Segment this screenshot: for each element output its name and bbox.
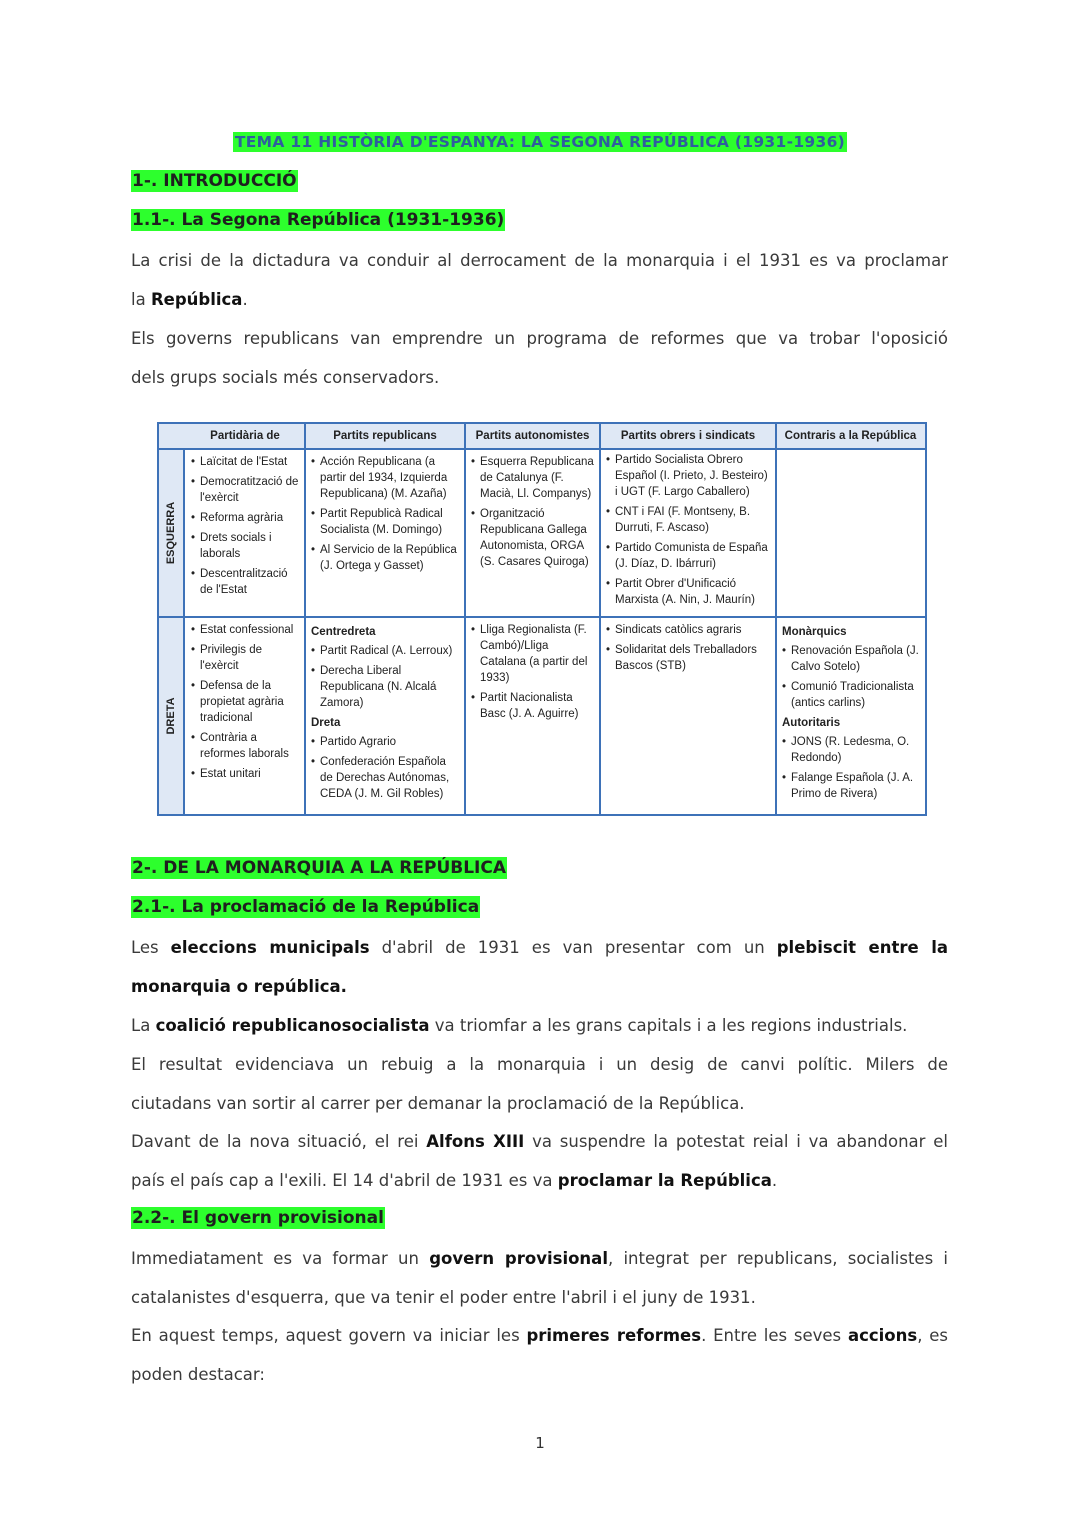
group-heading: Autoritaris: [782, 717, 841, 729]
list-item: • Lliga Regionalista (F. Cambó)/Lliga Catalana (a partir del 1933): [471, 622, 597, 686]
list-item: • Esquerra Republicana de Catalunya (F. Macià, Ll. Companys): [471, 454, 597, 502]
list-item: • Comunió Tradicionalista (antics carlins): [782, 679, 921, 711]
paragraph-line: Davant de la nova situació, el rei Alfons XIII va suspendre la potestat reial i va abandonar el: [131, 1132, 948, 1151]
subsection-heading-segona-republica: 1.1-. La Segona República (1931-1936): [132, 210, 505, 230]
paragraph-line: La crisi de la dictadura va conduir al derrocament de la monarquia i el 1931 es va proclamar: [131, 251, 948, 270]
paragraph-line: ciutadans van sortir al carrer per demanar la proclamació de la República.: [131, 1094, 745, 1113]
list-item: • Sindicats catòlics agraris: [606, 622, 772, 638]
list-item: • Confederación Española de Derechas Autónomas, CEDA (J. M. Gil Robles): [311, 754, 461, 802]
paragraph-line: La coalició republicanosocialista va triomfar a les grans capitals i a les regions industrials.: [131, 1016, 908, 1035]
group-heading: Dreta: [311, 717, 341, 729]
table-header: Partits obrers i sindicats: [600, 424, 776, 450]
list-item: • Descentralització de l'Estat: [191, 566, 301, 598]
paragraph-line: Els governs republicans van emprendre un programa de reformes que va trobar l'oposició: [131, 329, 948, 348]
row-label-dreta: DRETA: [159, 618, 185, 814]
table-header: Partidària de: [185, 424, 305, 450]
list-item: • Al Servicio de la República (J. Ortega y Gasset): [311, 542, 461, 574]
list-item: • Partit Obrer d'Unificació Marxista (A. Nin, J. Maurín): [606, 576, 772, 608]
list-item: • Partido Comunista de España (J. Díaz, D. Ibárruri): [606, 540, 772, 572]
list-item: • Partit Nacionalista Basc (J. A. Aguirre): [471, 690, 597, 722]
paragraph-line: poden destacar:: [131, 1365, 265, 1384]
cell-esquerra-partidaria: [187, 454, 305, 602]
list-item: • Organització Republicana Gallega Autonomista, ORGA (S. Casares Quiroga): [471, 506, 597, 570]
title-container: [0, 132, 1080, 151]
list-item: • JONS (R. Ledesma, O. Redondo): [782, 734, 921, 766]
paragraph-line: la República.: [131, 290, 248, 309]
list-item: • Acción Republicana (a partir del 1934, Izquierda Republicana) (M. Azaña): [311, 454, 461, 502]
list-item: • Falange Española (J. A. Primo de Rivera): [782, 770, 921, 802]
group-heading: Monàrquics: [782, 626, 847, 638]
row-label-esquerra: ESQUERRA: [159, 450, 185, 616]
table-corner: [159, 424, 185, 450]
page-number: 1: [535, 1434, 545, 1452]
list-item: • Derecha Liberal Republicana (N. Alcalá Zamora): [311, 663, 461, 711]
list-item: • Democratització de l'exèrcit: [191, 474, 301, 506]
paragraph-line: catalanistes d'esquerra, que va tenir el poder entre l'abril i el juny de 1931.: [131, 1288, 756, 1307]
table-divider: [159, 616, 925, 618]
cell-esquerra-obrers: [602, 452, 776, 612]
cell-dreta-contraris: [778, 622, 925, 806]
group-heading: Centredreta: [311, 626, 376, 638]
list-item: • Privilegis de l'exèrcit: [191, 642, 301, 674]
paragraph-line: monarquia o república.: [131, 977, 347, 996]
parties-table: [157, 422, 927, 816]
cell-dreta-autonomistes: [467, 622, 601, 726]
list-item: • Renovación Española (J. Calvo Sotelo): [782, 643, 921, 675]
list-item: • Partit Republicà Radical Socialista (M. Domingo): [311, 506, 461, 538]
cell-dreta-republicans: [307, 622, 465, 806]
cell-dreta-obrers: [602, 622, 776, 678]
list-item: • Partit Radical (A. Lerroux): [311, 643, 461, 659]
document-title: TEMA 11 HISTÒRIA D'ESPANYA: LA SEGONA REPÚBLICA (1931-1936): [234, 133, 846, 151]
list-item: • Contrària a reformes laborals: [191, 730, 301, 762]
list-item: • Estat unitari: [191, 766, 301, 782]
paragraph-line: dels grups socials més conservadors.: [131, 368, 440, 387]
list-item: • Defensa de la propietat agrària tradicional: [191, 678, 301, 726]
section-heading-introduccio: 1-. INTRODUCCIÓ: [132, 171, 297, 191]
list-item: • Estat confessional: [191, 622, 301, 638]
list-item: • Solidaritat dels Treballadors Bascos (STB): [606, 642, 772, 674]
paragraph-line: En aquest temps, aquest govern va iniciar les primeres reformes. Entre les seves accions, es: [131, 1326, 948, 1345]
paragraph-line: país el país cap a l'exili. El 14 d'abril de 1931 es va proclamar la República.: [131, 1171, 778, 1190]
list-item: • Reforma agrària: [191, 510, 301, 526]
list-item: • Partido Agrario: [311, 734, 461, 750]
list-item: • CNT i FAI (F. Montseny, B. Durruti, F. Ascaso): [606, 504, 772, 536]
list-item: • Partido Socialista Obrero Español (I. Prieto, J. Besteiro) i UGT (F. Largo Caballero): [606, 452, 772, 500]
cell-dreta-partidaria: [187, 622, 305, 786]
list-item: • Laïcitat de l'Estat: [191, 454, 301, 470]
subsection-heading-proclamacio: 2.1-. La proclamació de la República: [132, 897, 480, 917]
paragraph-line: Immediatament es va formar un govern provisional, integrat per republicans, socialistes i: [131, 1249, 948, 1268]
table-header: Partits republicans: [305, 424, 465, 450]
table-header: Contraris a la República: [776, 424, 925, 450]
subsection-heading-govern-provisional: 2.2-. El govern provisional: [132, 1208, 384, 1228]
cell-esquerra-autonomistes: [467, 454, 601, 574]
paragraph-line: El resultat evidenciava un rebuig a la monarquia i un desig de canvi polític. Milers de: [131, 1055, 948, 1074]
table-header: Partits autonomistes: [465, 424, 600, 450]
section-heading-monarquia-republica: 2-. DE LA MONARQUIA A LA REPÚBLICA: [132, 858, 507, 878]
cell-esquerra-republicans: [307, 454, 465, 578]
list-item: • Drets socials i laborals: [191, 530, 301, 562]
paragraph-line: Les eleccions municipals d'abril de 1931 es van presentar com un plebiscit entre la: [131, 938, 948, 957]
